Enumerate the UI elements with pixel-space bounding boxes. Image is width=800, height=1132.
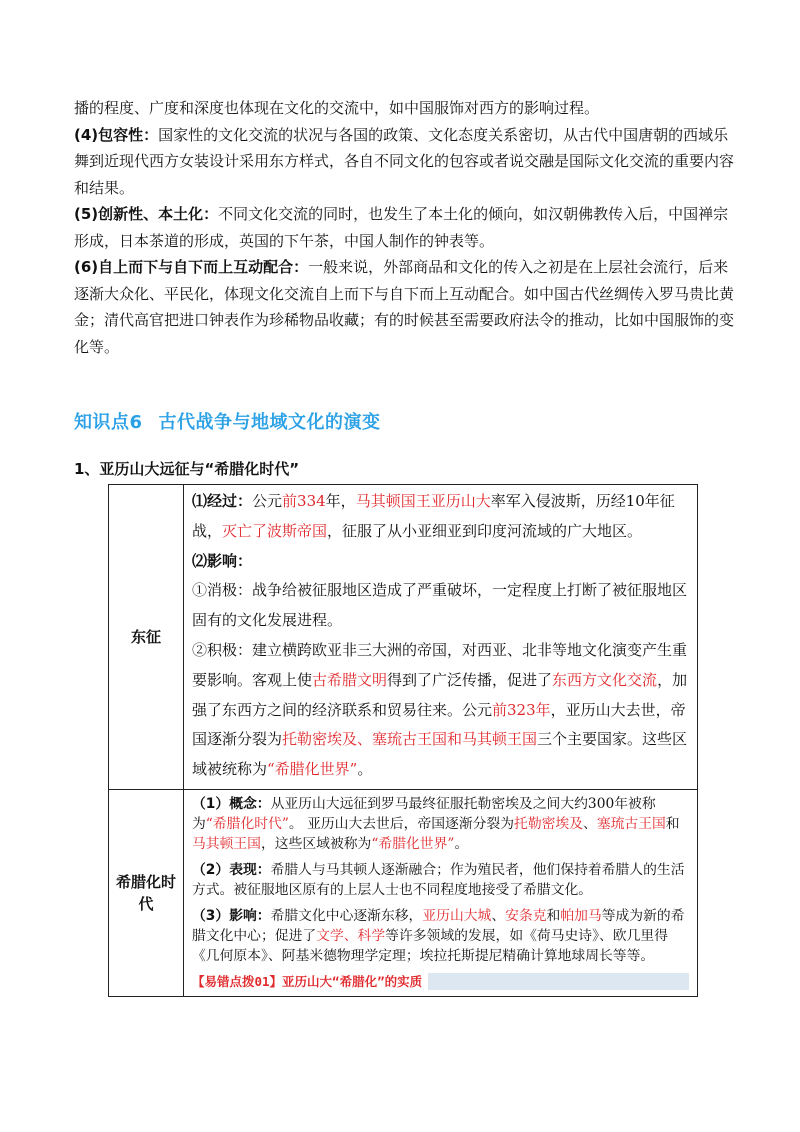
process-block: ⑴经过：公元前334年，马其顿国王亚历山大率军入侵波斯，历经10年征战，灭亡了波斯帝国，征服了从小亚细亚到印度河流域的广大地区。 <box>192 492 675 540</box>
section-title: 古代战争与地域文化的演变 <box>158 412 381 433</box>
knowledge-table <box>108 484 698 997</box>
section-heading <box>74 408 381 434</box>
manifestation-block: （2）表现：希腊人与马其顿人逐渐融合；作为殖民者，他们保持着希腊人的生活方式。被征服地区原有的上层人士也不同程度地接受了希腊文化。 <box>192 861 685 898</box>
section-number: 知识点6 <box>74 412 143 433</box>
paragraph-inclusiveness <box>74 122 734 202</box>
point-label: (4)包容性： <box>74 125 159 144</box>
negative-impact: ①消极：战争给被征服地区造成了严重破坏，一定程度上打断了被征服地区固有的文化发展进程。 <box>192 581 688 630</box>
point-text: 一般来说，外部商品和文化的传入之初是在上层社会流行，后来逐渐大众化、平民化，体现文化交流自上而下与自下而上互动配合。如中国古代丝绸传入罗马贵比黄金；清代高官把进口钟表作为珍稀物品收藏；有的时候甚至需要政府法令的推动，比如中国服饰的变化等。 <box>74 258 735 356</box>
point-label: (5)创新性、本土化： <box>74 205 219 223</box>
influence-block: （3）影响：希腊文化中心逐渐东移，亚历山大城、安条克和帕加马等成为新的希腊文化中心；促进了文学、科学等许多领域的发展，如《荷马史诗》、欧几里得《几何原本》、阿基米德物理学定理；埃拉托斯提尼精确计算地球周长等等。 <box>192 907 685 964</box>
row-label-eastern-expedition: 东征 <box>109 485 184 790</box>
error-tip-text: 【易错点拨01】亚历山大“希腊化”的实质 <box>192 973 423 989</box>
row-content-hellenistic-age <box>184 789 698 996</box>
point-label: (6)自上而下与自下而上互动配合： <box>74 258 309 276</box>
tip-highlight-bar <box>428 973 689 990</box>
row-label-hellenistic-age: 希腊化时代 <box>109 789 184 996</box>
intro-text: 播的程度、广度和深度也体现在文化的交流中，如中国服饰对西方的影响过程。 <box>74 99 600 117</box>
paragraph-localization <box>74 201 734 254</box>
impact-heading: ⑵影响： <box>192 551 253 570</box>
table-row <box>109 485 698 790</box>
paragraph-intro <box>74 95 734 122</box>
point-text: 国家性的文化交流的状况与各国的政策、文化态度关系密切，从古代中国唐朝的西域乐舞到近现代西方女装设计采用东方样式，各自不同文化的包容或者说交融是国际文化交流的重要内容和结果。 <box>74 125 735 197</box>
point-text: 不同文化交流的同时，也发生了本土化的倾向，如汉朝佛教传入后，中国禅宗形成，日本茶道的形成，英国的下午茶，中国人制作的钟表等。 <box>74 205 729 250</box>
row-content-eastern-expedition <box>184 485 698 790</box>
table-row <box>109 789 698 996</box>
concept-block: （1）概念：从亚历山大远征到罗马最终征服托勒密埃及之间大约300年被称为“希腊化时代”。 亚历山大去世后，帝国逐渐分裂为托勒密埃及、塞琉古王国和马其顿王国，这些区域被称为“希腊化世界”。 <box>192 795 680 852</box>
error-tip-banner <box>192 972 689 992</box>
subsection-heading: 1、亚历山大远征与“希腊化时代” <box>74 460 300 478</box>
paragraph-interaction <box>74 254 734 360</box>
positive-impact: ②积极：建立横跨欧亚非三大洲的帝国，对西亚、北非等地文化演变产生重要影响。客观上使古希腊文明得到了广泛传播，促进了东西方文化交流，加强了东西方之间的经济联系和贸易往来。公元前323年，亚历山大去世，帝国逐渐分裂为托勒密埃及、塞琉古王国和马其顿王国三个主要国家。这些区域被统称为“希腊化世界”。 <box>192 640 688 779</box>
